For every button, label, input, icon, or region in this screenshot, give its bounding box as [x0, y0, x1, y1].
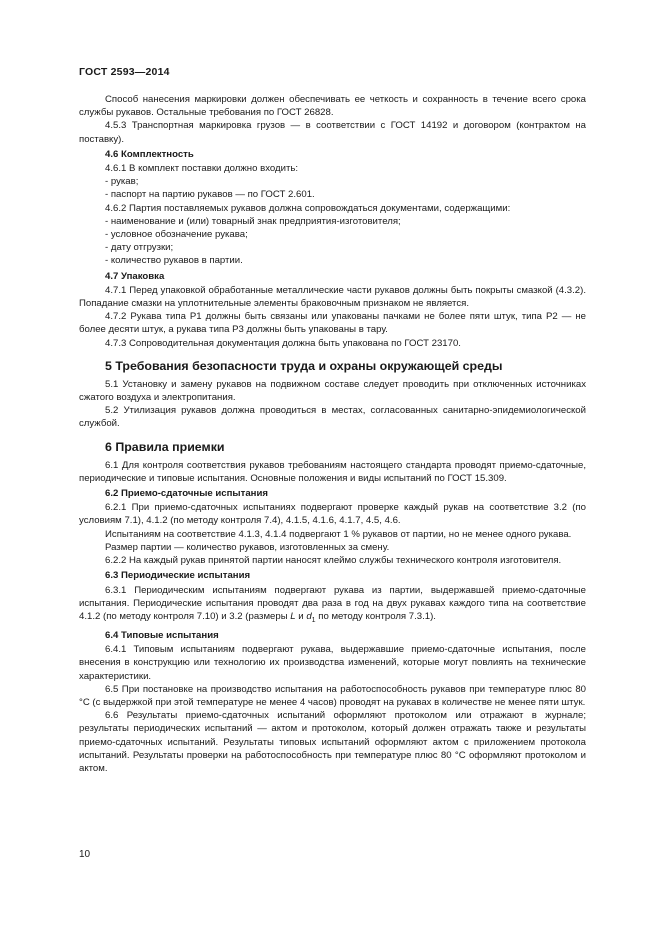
page-number: 10	[79, 849, 91, 860]
conjunction: и	[295, 610, 307, 622]
paragraph-4-5-3: 4.5.3 Транспортная маркировка грузов — в соответствии с ГОСТ 14192 и договором (контрактом на поставку).	[79, 120, 586, 145]
document-header: ГОСТ 2593—2014	[79, 66, 170, 78]
document-body	[79, 93, 586, 775]
subsection-4-6-title: 4.6 Комплектность	[105, 148, 194, 160]
list-item: - количество рукавов в партии.	[105, 255, 243, 267]
paragraph-6-3-1	[79, 584, 586, 628]
paragraph-4-7-3: 4.7.3 Сопроводительная документация должна быть упакована по ГОСТ 23170.	[105, 337, 461, 349]
paragraph-6-3-1-end: по методу контроля 7.3.1).	[315, 610, 436, 622]
section-6-title: 6 Правила приемки	[105, 439, 225, 454]
subsection-6-4-title: 6.4 Типовые испытания	[105, 630, 219, 642]
paragraph-6-1: 6.1 Для контроля соответствия рукавов требованиям настоящего стандарта проводят приемо-сдаточные, периодические и типовые испытания. Основные положения и виды испытаний по ГОСТ 15.309.	[79, 459, 586, 484]
paragraph-4-6-1: 4.6.1 В комплект поставки должно входить:	[105, 163, 299, 175]
subsection-6-3-title: 6.3 Периодические испытания	[105, 570, 251, 582]
list-item: - дату отгрузки;	[105, 242, 174, 254]
paragraph-4-6-2: 4.6.2 Партия поставляемых рукавов должна сопровождаться документами, содержащими:	[105, 202, 511, 214]
paragraph-6-5: 6.5 При постановке на производство испытания на работоспособность рукавов при температуре плюс 80 °С (с выдержкой при этой температуре не менее 4 часов) проводят на рукавах в количестве не менее пяти штук.	[79, 683, 586, 709]
paragraph-6-2-1: 6.2.1 При приемо-сдаточных испытаниях подвергают проверке каждый рукав на соответствие 3.2 (по условиям 7.1), 4.1.2 (по методу контроля 7.4), 4.1.5, 4.1.6, 4.1.7, 4.5, 4.6.	[79, 502, 586, 527]
paragraph-5-1: 5.1 Установку и замену рукавов на подвижном составе следует проводить при отключенных источниках сжатого воздуха и электропитания.	[79, 378, 586, 404]
list-item: - наименование и (или) товарный знак предприятия-изготовителя;	[105, 215, 401, 227]
subsection-6-2-title: 6.2 Приемо-сдаточные испытания	[105, 488, 268, 500]
paragraph-6-6: 6.6 Результаты приемо-сдаточных испытаний оформляют протоколом или отражают в журнале; результаты периодических испытаний — актом и протоколом, который должен отражать также и результаты приемо-сдаточных испытаний. Результаты типовых испытаний оформляют актом с приложением протокола испытаний. Результаты проверки на работоспособность при температуре плюс 80 °С оформляют протоколом и актом.	[79, 710, 586, 775]
paragraph-4-7-2: 4.7.2 Рукава типа Р1 должны быть связаны или упакованы пачками не более пяти штук, типа Р2 — не более десяти штук, а рукава типа Р3 должны быть упакованы в тару.	[79, 311, 586, 336]
paragraph-marking-method: Способ нанесения маркировки должен обеспечивать ее четкость и сохранность в течение всего срока службы рукавов. Остальные требования по ГОСТ 26828.	[79, 94, 586, 119]
symbol-L: L	[290, 610, 296, 622]
section-5-title: 5 Требования безопасности труда и охраны окружающей среды	[105, 358, 503, 373]
paragraph-4-7-1: 4.7.1 Перед упаковкой обработанные металлические части рукавов должны быть покрыты смазкой (4.3.2). Попадание смазки на уплотнительные элементы браковочным признаком не является.	[79, 284, 586, 310]
paragraph-6-2-2: 6.2.2 На каждый рукав принятой партии наносят клеймо службы технического контроля изготовителя.	[105, 555, 562, 567]
list-item: - паспорт на партию рукавов — по ГОСТ 2.601.	[105, 189, 315, 201]
list-item: - рукав;	[105, 176, 139, 188]
paragraph-5-2: 5.2 Утилизация рукавов должна проводиться в местах, согласованных санитарно-эпидемиологической службой.	[79, 405, 586, 430]
paragraph-6-4-1: 6.4.1 Типовым испытаниям подвергают рукава, выдержавшие приемо-сдаточные испытания, после внесения в конструкцию или технологию их производства изменений, которые могут повлиять на технические характеристики.	[79, 644, 586, 682]
symbol-d: d	[306, 610, 312, 622]
paragraph-6-2-1-c: Размер партии — количество рукавов, изготовленных за смену.	[105, 541, 390, 553]
symbol-d-subscript: 1	[311, 616, 316, 624]
list-item: - условное обозначение рукава;	[105, 229, 248, 241]
paragraph-6-2-1-b: Испытаниям на соответствие 4.1.3, 4.1.4 подвергают 1 % рукавов от партии, но не менее одного рукава.	[105, 528, 572, 540]
subsection-4-7-title: 4.7 Упаковка	[105, 270, 165, 282]
paragraph-6-3-1-start: 6.3.1 Периодическим испытаниям подвергают рукава из партии, выдержавшей приемо-сдаточные испытания. Периодические испытания проводят два раза в год на двух рукавах каждого типа на соответствие 4.1.2 (по методу контроля 7.10) и 3.2 (размеры	[79, 584, 586, 622]
